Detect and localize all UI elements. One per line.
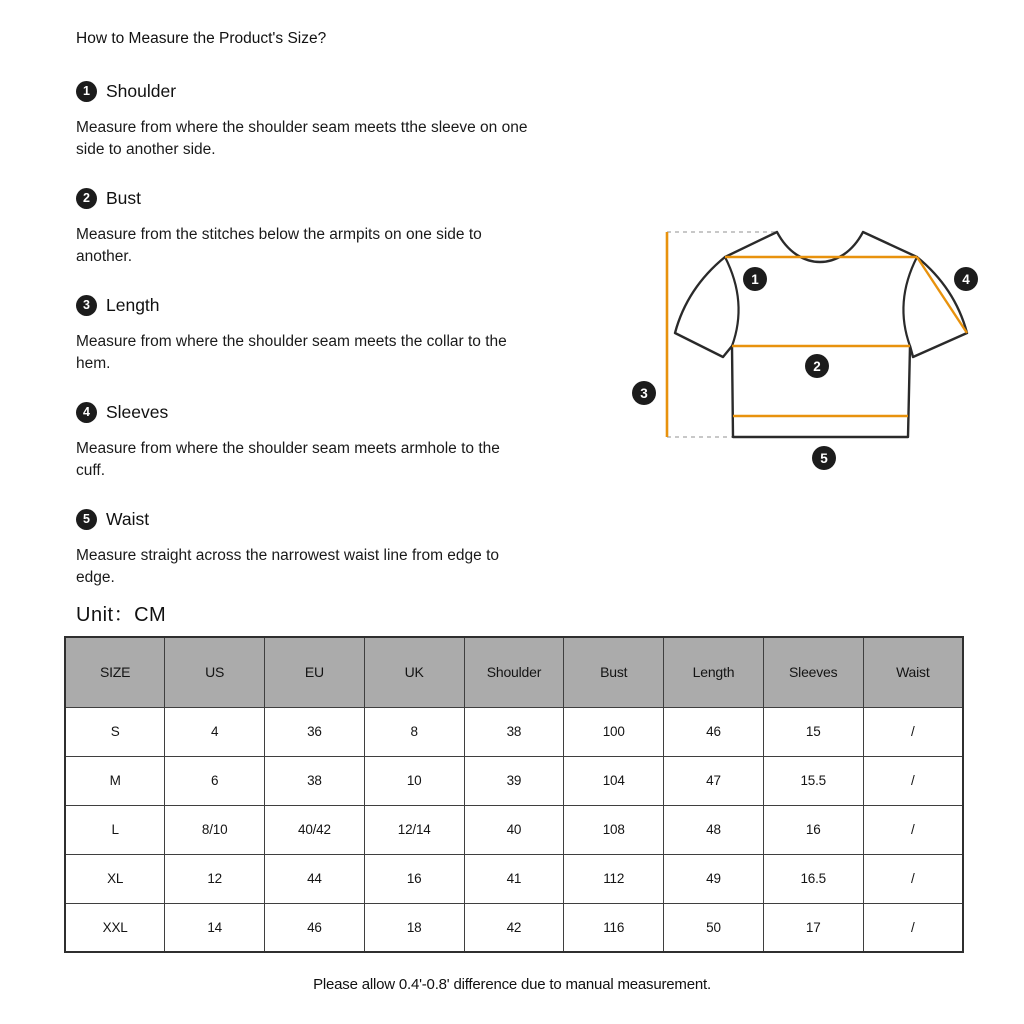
cell: 104 [564, 756, 664, 805]
cell: 36 [265, 707, 365, 756]
desc-line: Measure from the stitches below the armpits on one side to [76, 226, 482, 243]
measure-item-shoulder [76, 80, 621, 161]
cell: 16 [364, 854, 464, 903]
table-row-xl [65, 854, 963, 903]
svg-text:1: 1 [751, 272, 759, 287]
column-header-length: Length [664, 637, 764, 707]
svg-text:4: 4 [962, 272, 970, 287]
cell: 10 [364, 756, 464, 805]
marker-4-sleeves [954, 267, 978, 291]
tshirt-outline [675, 232, 967, 437]
desc-line: Measure straight across the narrowest waist line from edge to [76, 547, 499, 564]
measure-item-description [76, 331, 621, 375]
cell: 49 [664, 854, 764, 903]
cell: 16.5 [763, 854, 863, 903]
measure-item-label: Shoulder [106, 80, 177, 101]
cell: 8 [364, 707, 464, 756]
desc-line: another. [76, 248, 133, 265]
svg-text:5: 5 [820, 451, 828, 466]
measure-item-bust [76, 187, 621, 268]
table-row-m [65, 756, 963, 805]
measure-item-heading [76, 294, 621, 316]
cell: 39 [464, 756, 564, 805]
cell: 46 [664, 707, 764, 756]
cell: / [863, 707, 963, 756]
cell: M [65, 756, 165, 805]
column-header-eu: EU [265, 637, 365, 707]
cell: 47 [664, 756, 764, 805]
cell: / [863, 805, 963, 854]
measure-item-heading [76, 187, 621, 209]
measure-item-label: Bust [106, 187, 142, 208]
cell: 50 [664, 903, 764, 952]
cell: 18 [364, 903, 464, 952]
cell: / [863, 854, 963, 903]
cell: 44 [265, 854, 365, 903]
marker-3-length [632, 381, 656, 405]
cell: 40/42 [265, 805, 365, 854]
step-3-badge-icon: 3 [76, 295, 97, 316]
desc-line: Measure from where the shoulder seam meets armhole to the [76, 440, 500, 457]
cell: 100 [564, 707, 664, 756]
desc-line: edge. [76, 569, 115, 586]
svg-text:3: 3 [640, 386, 648, 401]
cell: XXL [65, 903, 165, 952]
marker-2-bust [805, 354, 829, 378]
cell: 12/14 [364, 805, 464, 854]
cell: 116 [564, 903, 664, 952]
desc-line: side to another side. [76, 141, 216, 158]
cell: 40 [464, 805, 564, 854]
table-row-s [65, 707, 963, 756]
cell: 15 [763, 707, 863, 756]
cell: L [65, 805, 165, 854]
cell: 48 [664, 805, 764, 854]
cell: 8/10 [165, 805, 265, 854]
measure-item-description [76, 224, 621, 268]
page-title: How to Measure the Product's Size? [76, 30, 327, 47]
cell: 46 [265, 903, 365, 952]
column-header-shoulder: Shoulder [464, 637, 564, 707]
measure-item-heading [76, 508, 621, 530]
measure-item-description [76, 545, 621, 589]
cell: 17 [763, 903, 863, 952]
measure-item-label: Length [106, 294, 160, 315]
cell: XL [65, 854, 165, 903]
measure-item-label: Sleeves [106, 401, 169, 422]
table-row-l [65, 805, 963, 854]
measure-item-label: Waist [106, 508, 150, 529]
cell: / [863, 903, 963, 952]
desc-line: cuff. [76, 462, 106, 479]
measure-item-description [76, 438, 621, 482]
column-header-us: US [165, 637, 265, 707]
measure-item-heading [76, 401, 621, 423]
cell: 38 [265, 756, 365, 805]
column-header-waist: Waist [863, 637, 963, 707]
step-4-badge-icon: 4 [76, 402, 97, 423]
measure-item-length [76, 294, 621, 375]
step-2-badge-icon: 2 [76, 188, 97, 209]
column-header-size: SIZE [65, 637, 165, 707]
unit-label: Unit：CM [76, 604, 167, 626]
measure-item-description [76, 117, 621, 161]
column-header-uk: UK [364, 637, 464, 707]
cell: 14 [165, 903, 265, 952]
measure-item-heading [76, 80, 621, 102]
measurement-tolerance-note: Please allow 0.4'-0.8' difference due to manual measurement. [313, 976, 711, 993]
cell: 16 [763, 805, 863, 854]
tshirt-measurement-diagram-icon [620, 200, 1024, 490]
column-header-bust: Bust [564, 637, 664, 707]
cell: 38 [464, 707, 564, 756]
desc-line: hem. [76, 355, 111, 372]
svg-text:2: 2 [813, 359, 821, 374]
cell: 4 [165, 707, 265, 756]
cell: S [65, 707, 165, 756]
cell: 41 [464, 854, 564, 903]
size-table-header-row [65, 637, 963, 707]
marker-1-shoulder [743, 267, 767, 291]
measure-item-waist [76, 508, 621, 589]
desc-line: Measure from where the shoulder seam meets the collar to the [76, 333, 507, 350]
cell: 6 [165, 756, 265, 805]
marker-5-waist [812, 446, 836, 470]
cell: 42 [464, 903, 564, 952]
cell: / [863, 756, 963, 805]
desc-line: Measure from where the shoulder seam meets tthe sleeve on one [76, 119, 528, 136]
cell: 108 [564, 805, 664, 854]
table-row-xxl [65, 903, 963, 952]
step-5-badge-icon: 5 [76, 509, 97, 530]
measure-item-sleeves [76, 401, 621, 482]
size-table [64, 636, 964, 953]
column-header-sleeves: Sleeves [763, 637, 863, 707]
cell: 112 [564, 854, 664, 903]
step-1-badge-icon: 1 [76, 81, 97, 102]
cell: 15.5 [763, 756, 863, 805]
cell: 12 [165, 854, 265, 903]
